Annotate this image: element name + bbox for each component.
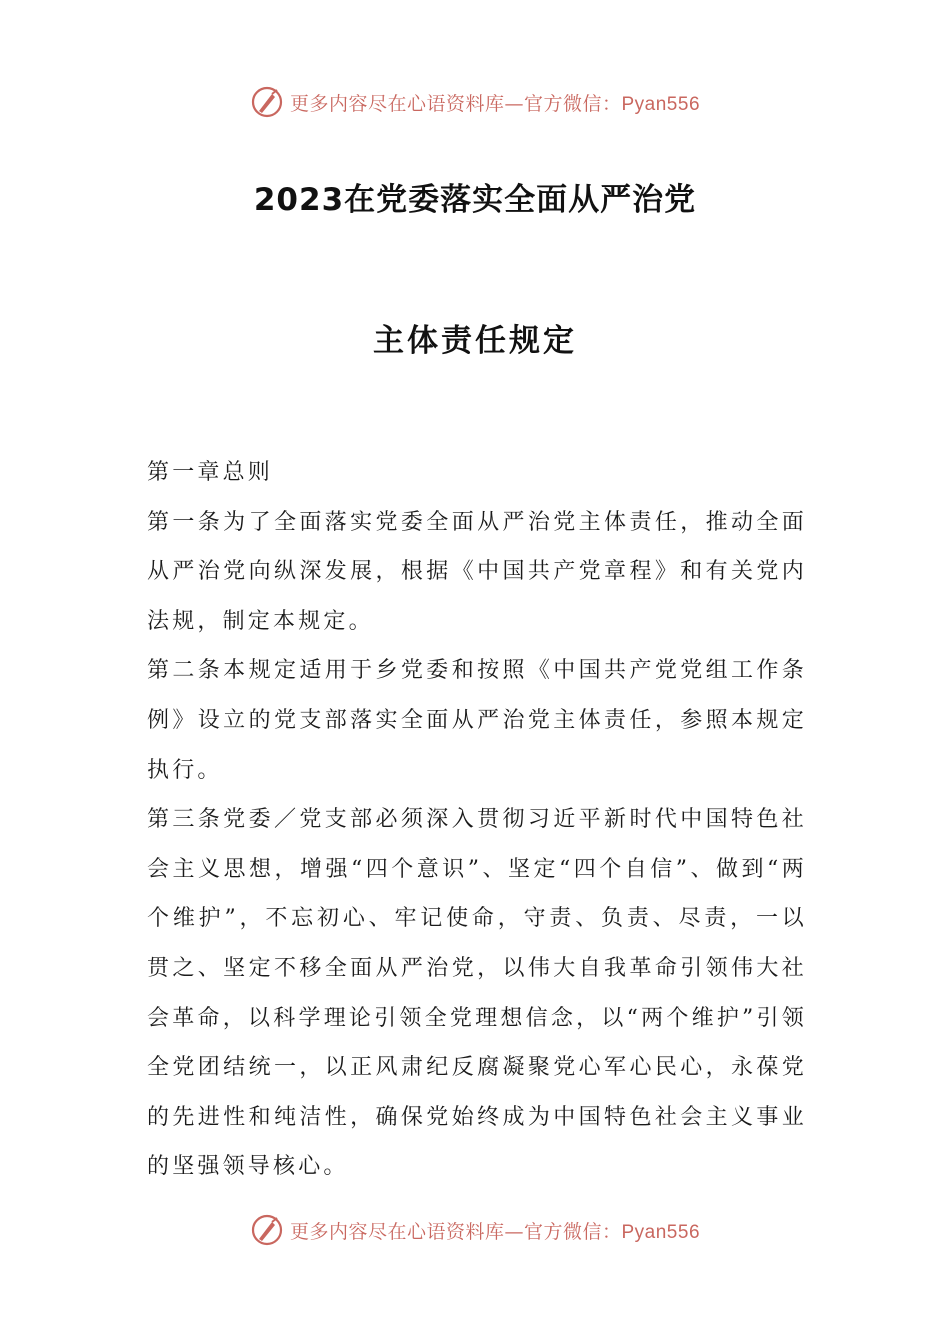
document-title-line-1: 2023在党委落实全面从严治党	[253, 182, 697, 218]
watermark-text: 更多内容尽在心语资料库—官方微信：Pyan556	[289, 1220, 701, 1243]
watermark-footer	[0, 1210, 950, 1250]
watermark-header	[0, 82, 950, 122]
chapter-heading: 第一章总则	[147, 460, 274, 485]
watermark-wechat-id: Pyan556	[621, 93, 701, 115]
document-body	[147, 448, 807, 1192]
article-paragraph: 第二条本规定适用于乡党委和按照《中国共产党党组工作条例》设立的党支部落实全面从严治党主体责任，参照本规定执行。	[147, 658, 807, 783]
article-paragraph: 第三条党委／党支部必须深入贯彻习近平新时代中国特色社会主义思想，增强“四个意识”、坚定“四个自信”、做到“两个维护”，不忘初心、牢记使命，守责、负责、尽责，一以贯之、坚定不移全面从严治党，以伟大自我革命引领伟大社会革命，以科学理论引领全党理想信念，以“两个维护”引领全党团结统一，以正风肃纪反腐凝聚党心军心民心，永葆党的先进性和纯洁性，确保党始终成为中国特色社会主义事业的坚强领导核心。	[147, 807, 807, 1180]
document-title-line-2: 主体责任规定	[373, 323, 577, 359]
quill-logo-icon	[250, 85, 284, 119]
quill-logo-icon	[250, 1213, 284, 1247]
article-paragraph: 第一条为了全面落实党委全面从严治党主体责任，推动全面从严治党向纵深发展，根据《中国共产党章程》和有关党内法规，制定本规定。	[147, 509, 807, 634]
watermark-text: 更多内容尽在心语资料库—官方微信：Pyan556	[289, 92, 701, 115]
watermark-wechat-id: Pyan556	[621, 1221, 701, 1243]
